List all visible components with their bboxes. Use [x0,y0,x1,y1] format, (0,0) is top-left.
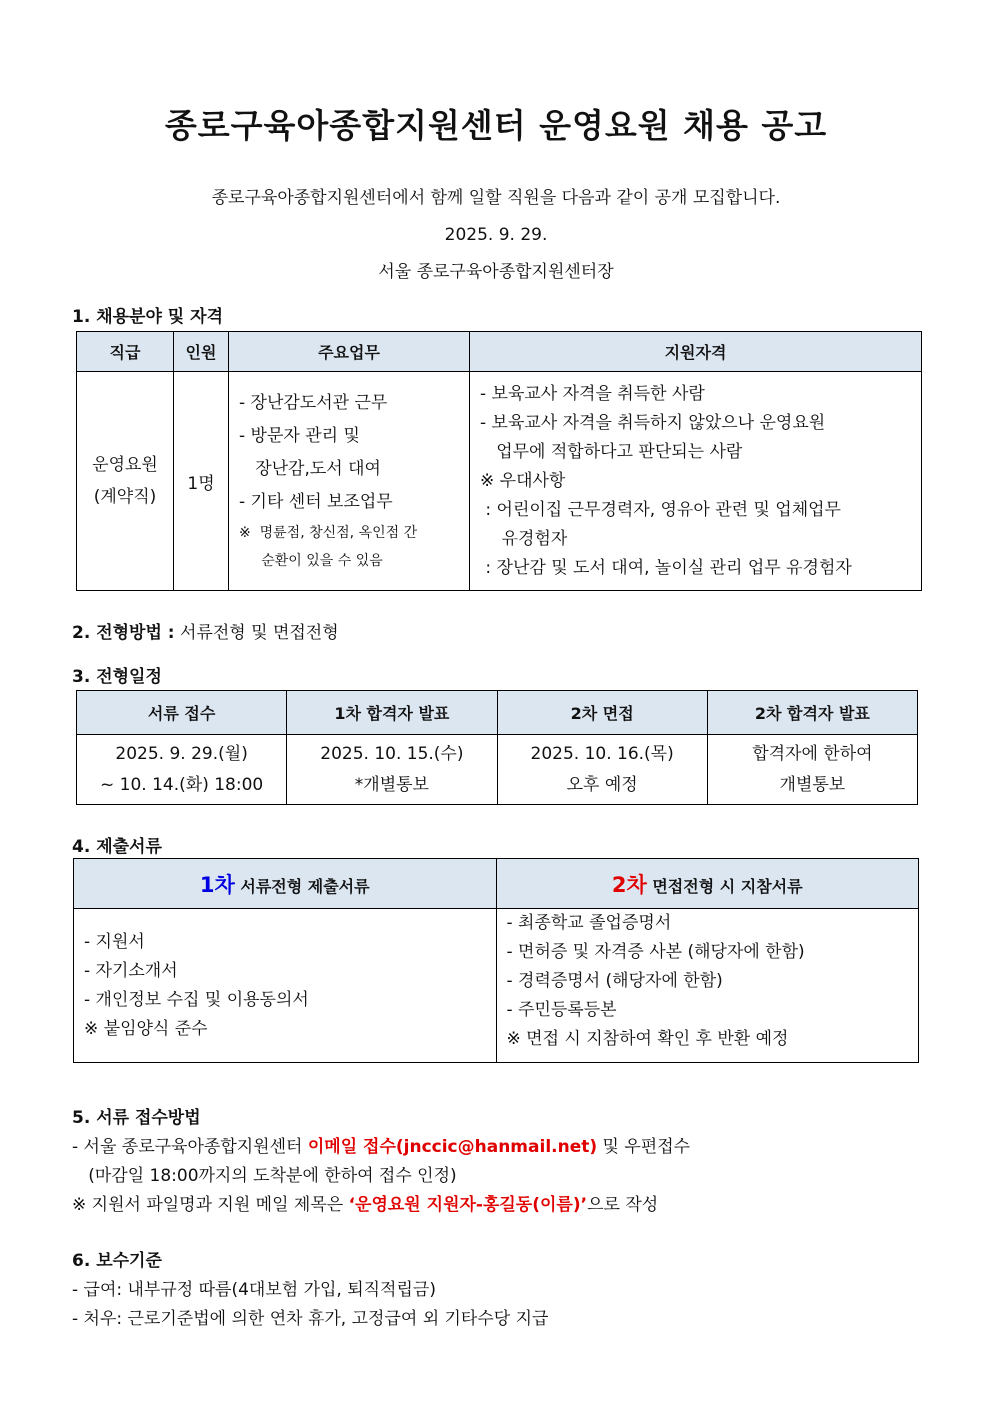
qualification-item: 업무에 적합하다고 판단되는 사람 [480,441,743,462]
schedule-value: 2025. 9. 29.(월) [115,743,248,764]
filename-format: ‘운영요원 지원자-홍길동(이름)’ [348,1195,588,1215]
duties-cell [229,372,470,591]
schedule-cell [287,735,497,805]
col-header-rank: 직급 [77,332,174,372]
schedule-value: 개별통보 [779,774,846,795]
section2 [72,618,339,643]
schedule-header: 2차 합격자 발표 [707,691,917,735]
position-cell [77,372,174,591]
duty-item: - 방문자 관리 및 [239,426,360,446]
second-round-title: 면접전형 시 지참서류 [646,876,803,896]
schedule-header: 2차 면접 [497,691,707,735]
filename-note [72,1191,690,1220]
deadline-note: (마감일 18:00까지의 도착분에 한하여 접수 인정) [72,1166,457,1186]
filename-text: ※ 지원서 파일명과 지원 메일 제목은 [72,1195,349,1215]
schedule-value: *개별통보 [354,774,429,795]
document-item: - 면허증 및 자격증 사본 (해당자에 한함) [506,942,805,962]
intro-text: 종로구육아종합지원센터에서 함께 일할 직원을 다음과 같이 공개 모집합니다. [211,188,781,208]
submission-text: 및 우편접수 [597,1137,691,1157]
qualification-item: ※ 우대사항 [480,470,566,491]
schedule-header: 1차 합격자 발표 [287,691,497,735]
position-name: 운영요원 [92,455,158,475]
qualification-item: : 장난감 및 도서 대여, 놀이실 관리 업무 유경험자 [480,557,852,578]
schedule-value: ~ 10. 14.(화) 18:00 [100,774,264,795]
schedule-header: 서류 접수 [77,691,287,735]
col-header-duties: 주요업무 [229,332,470,372]
duty-note: 순환이 있을 수 있음 [239,553,383,569]
document-item: - 경력증명서 (해당자에 한함) [506,971,723,991]
col-header-count: 인원 [174,332,229,372]
qualification-item: 유경험자 [480,528,568,549]
first-round-title: 서류전형 제출서류 [234,876,370,896]
position-type: (계약직) [93,487,157,507]
issuer: 서울 종로구육아종합지원센터장 [378,262,614,282]
schedule-value: 2025. 10. 16.(목) [530,743,674,764]
duty-note: ※ 명륜점, 창신점, 옥인점 간 [239,525,418,541]
duty-item: 장난감,도서 대여 [239,459,381,479]
salary-item: - 급여: 내부규정 따름(4대보험 가입, 퇴직적립금) [72,1280,436,1300]
section2-text: 서류전형 및 면접전형 [174,623,339,643]
section2-heading: 2. 전형방법 : [72,623,175,643]
document-item: - 지원서 [84,931,145,952]
schedule-value: 오후 예정 [566,774,638,795]
schedule-cell [497,735,707,805]
schedule-table [76,690,918,805]
documents-header-second [496,859,919,909]
document-item: - 최종학교 졸업증명서 [506,913,672,933]
document-item: ※ 붙임양식 준수 [84,1018,208,1039]
section4-heading: 4. 제출서류 [72,837,162,857]
second-round-label: 2차 [611,872,647,897]
email-submission: 이메일 접수(jnccic@hanmail.net) [307,1137,598,1157]
qualifications-cell [470,372,922,591]
duty-item: - 장난감도서관 근무 [239,393,388,413]
section6 [72,1247,548,1334]
page-title: 종로구육아종합지원센터 운영요원 채용 공고 [164,106,828,145]
document-item: - 자기소개서 [84,960,178,981]
first-round-documents [74,909,497,1063]
schedule-value: 합격자에 한하여 [752,743,873,764]
count-cell: 1명 [174,372,229,591]
filename-text: 으로 작성 [587,1195,659,1215]
schedule-cell [77,735,287,805]
schedule-value: 2025. 10. 15.(수) [320,743,464,764]
submission-text: - 서울 종로구육아종합지원센터 [72,1137,308,1157]
benefit-item: - 처우: 근로기준법에 의한 연차 휴가, 고정급여 외 기타수당 지급 [72,1309,549,1329]
section5-heading: 5. 서류 접수방법 [72,1108,201,1128]
document-item: - 개인정보 수집 및 이용동의서 [84,989,309,1010]
documents-table [73,858,919,1063]
section5 [72,1104,690,1220]
notice-date: 2025. 9. 29. [444,225,548,245]
document-item: - 주민등록등본 [506,1000,617,1020]
section6-heading: 6. 보수기준 [72,1251,162,1271]
qualification-item: - 보육교사 자격을 취득하지 않았으나 운영요원 [480,412,826,433]
document-item: ※ 면접 시 지참하여 확인 후 반환 예정 [506,1029,789,1049]
section3-heading: 3. 전형일정 [72,667,162,687]
section1-heading: 1. 채용분야 및 자격 [72,307,223,327]
documents-header-first [74,859,497,909]
submission-method [72,1133,690,1162]
first-round-label: 1차 [199,872,235,897]
recruitment-table [76,331,922,591]
qualification-item: - 보육교사 자격을 취득한 사람 [480,383,705,404]
schedule-cell [707,735,917,805]
second-round-documents [496,909,919,1063]
col-header-qualifications: 지원자격 [470,332,922,372]
duty-item: - 기타 센터 보조업무 [239,492,393,512]
qualification-item: : 어린이집 근무경력자, 영유아 관련 및 업체업무 [480,499,841,520]
